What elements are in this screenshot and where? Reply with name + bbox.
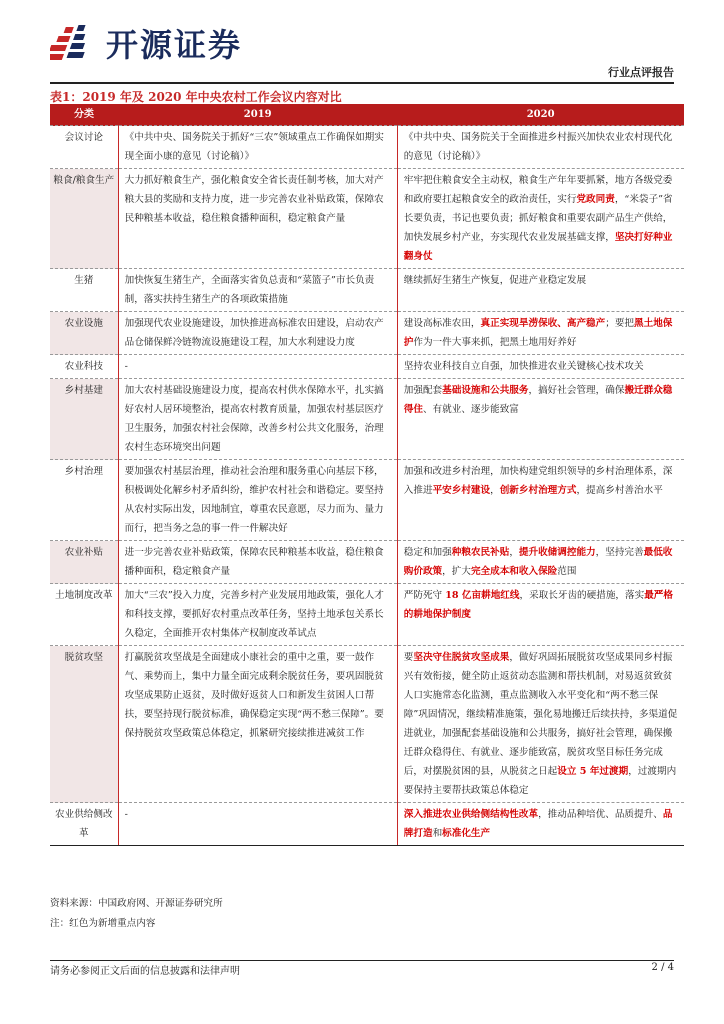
highlight-text: 最严格的耕地保护制度 <box>403 590 673 620</box>
page-header <box>0 0 724 80</box>
cell-text: 继续抓好生猪生产恢复，促进产业稳定发展 <box>403 275 587 286</box>
column-header-category: 分类 <box>50 104 118 126</box>
header-divider <box>50 82 674 84</box>
table-notes <box>50 894 223 934</box>
brand-name: 开源证券 <box>106 26 243 64</box>
page-number: 2 / 4 <box>651 962 674 973</box>
highlight-text: 18 亿亩耕地红线 <box>445 590 520 601</box>
cell-2019 <box>118 584 397 646</box>
cell-text: 严防死守 <box>403 590 446 601</box>
cell-text: ，采取长牙齿的硬措施，落实 <box>519 590 645 601</box>
cell-text: ，推动品种培优、品质提升、 <box>538 809 663 820</box>
cell-text: 作为一件大事来抓，把黑土地用好养好 <box>413 337 577 348</box>
table-row <box>50 803 684 846</box>
cell-text: ， <box>490 485 500 496</box>
category-cell: 农业供给侧改革 <box>50 803 118 846</box>
cell-text: 稳定和加强 <box>403 547 452 558</box>
highlight-text: 平安乡村建设 <box>432 485 491 496</box>
cell-2020 <box>397 269 684 312</box>
highlight-text: 坚决守住脱贫攻坚成果 <box>413 652 510 663</box>
brand-logo <box>50 18 242 68</box>
highlight-text: 搬迁群众稳得住 <box>403 385 673 415</box>
category-cell: 生猪 <box>50 269 118 312</box>
brand-logo-icon <box>50 21 102 65</box>
cell-text: 加强和改进乡村治理，加快构建党组织领导的乡村治理体系，深入推进 <box>403 466 673 496</box>
cell-text: 《中共中央、国务院关于全面推进乡村振兴加快农业农村现代化的意见（讨论稿）》 <box>403 132 673 162</box>
cell-text: ，搞好社会管理，确保 <box>528 385 625 396</box>
cell-text: 加强配套 <box>403 385 443 396</box>
cell-2019 <box>118 379 397 460</box>
color-note: 注：红色为新增重点内容 <box>50 918 156 929</box>
report-type-label: 行业点评报告 <box>608 66 674 79</box>
highlight-text: 黑土地保护 <box>403 318 673 348</box>
cell-2020 <box>397 355 684 379</box>
source-note: 资料来源：中国政府网、开源证券研究所 <box>50 898 223 909</box>
cell-text: ，扩大 <box>442 566 471 577</box>
cell-text: ，做好巩固拓展脱贫攻坚成果同乡村振兴有效衔接，健全防止返贫动态监测和帮扶机制，对易返贫致贫人口实施常态化监测，重点监测收入水平变化和“两不愁三保障”巩固情况，继续精准施策，强化易地搬迁后续扶持，多渠道促进就业，加强配套基础设施和公共服务，搞好社会管理，确保搬迁群众稳得住、有就业、逐步能致富，脱贫攻坚目标任务完成后，对摆脱贫困的县，从脱贫之日起 <box>403 652 678 777</box>
cell-text: 加大农村基础设施建设力度，提高农村供水保障水平，扎实搞好农村人居环境整治，提高农村教育质量，加强农村基层医疗卫生服务，加强农村社会保障，改善乡村公共文化服务，治理农村生态环境突出问题 <box>124 385 384 453</box>
column-header-2020: 2020 <box>397 104 684 126</box>
disclaimer-text: 请务必参阅正文后面的信息披露和法律声明 <box>50 966 240 977</box>
highlight-text: 提升收储调控能力 <box>518 547 596 558</box>
cell-2019 <box>118 541 397 584</box>
table-body <box>50 126 684 846</box>
table-row <box>50 269 684 312</box>
cell-text: ，过渡期内要保持主要帮扶政策总体稳定 <box>403 766 677 796</box>
table-row <box>50 169 684 269</box>
cell-text: 加快恢复生猪生产，全面落实省负总责和“菜篮子”市长负责制，落实扶持生猪生产的各项政策措施 <box>124 275 375 305</box>
cell-text: 大力抓好粮食生产，强化粮食安全省长责任制考核，加大对产粮大县的奖励和支持力度，进一步完善农业补贴政策，保障农民种粮基本收益，稳住粮食播种面积，稳定粮食产量 <box>124 175 384 224</box>
table-row <box>50 646 684 803</box>
category-cell: 农业设施 <box>50 312 118 355</box>
cell-2019 <box>118 355 397 379</box>
table-row <box>50 541 684 584</box>
category-cell: 农业科技 <box>50 355 118 379</box>
cell-text: 《中共中央、国务院关于抓好“三农”领域重点工作确保如期实现全面小康的意见（讨论稿）》 <box>124 132 384 162</box>
cell-text: ；要把 <box>605 318 635 329</box>
table-title: 表1：2019 年及 2020 年中央农村工作会议内容对比 <box>50 90 342 104</box>
cell-2019 <box>118 460 397 541</box>
cell-text: 加强现代农业设施建设，加快推进高标准农田建设，启动农产品仓储保鲜冷链物流设施建设工程，加大水利建设力度 <box>124 318 384 348</box>
table-header-row <box>50 104 684 126</box>
cell-text: ，提高乡村善治水平 <box>576 485 663 496</box>
table-row <box>50 312 684 355</box>
highlight-text: 设立 5 年过渡期 <box>557 766 629 777</box>
cell-2020 <box>397 312 684 355</box>
cell-text: ，坚持完善 <box>595 547 644 558</box>
cell-2020 <box>397 803 684 846</box>
cell-2020 <box>397 169 684 269</box>
highlight-text: 种粮农民补贴 <box>451 547 510 558</box>
highlight-text: 深入推进农业供给侧结构性改革 <box>403 809 539 820</box>
table-row <box>50 379 684 460</box>
cell-2019 <box>118 126 397 169</box>
table-row <box>50 355 684 379</box>
cell-2020 <box>397 541 684 584</box>
cell-text: 牢牢把住粮食安全主动权，粮食生产年年要抓紧，地方各级党委和政府要扛起粮食安全的政治责任，实行 <box>403 175 673 205</box>
comparison-table <box>50 104 684 846</box>
cell-text: 打赢脱贫攻坚战是全面建成小康社会的重中之重，要一鼓作气、乘势而上，集中力量全面完成剩余脱贫任务，要巩固脱贫攻坚成果防止返贫，及时做好返贫人口和新发生贫困人口帮扶，要坚持现行脱贫标准，确保稳定实现“两不愁三保障”。要保持脱贫攻坚政策总体稳定，抓紧研究接续推进减贫工作 <box>124 652 384 739</box>
highlight-text: 标准化生产 <box>442 828 491 839</box>
cell-2019 <box>118 803 397 846</box>
cell-2020 <box>397 584 684 646</box>
cell-2019 <box>118 312 397 355</box>
cell-text: 要 <box>403 652 414 663</box>
table-row <box>50 126 684 169</box>
cell-2019 <box>118 169 397 269</box>
cell-text: ， <box>509 547 519 558</box>
category-cell: 粮食/粮食生产 <box>50 169 118 269</box>
cell-text: - <box>124 361 128 372</box>
table-row <box>50 584 684 646</box>
footer-divider <box>50 960 674 961</box>
cell-text: 、有就业、逐步能致富 <box>422 404 519 415</box>
category-cell: 会议讨论 <box>50 126 118 169</box>
column-header-2019: 2019 <box>118 104 397 126</box>
highlight-text: 完全成本和收入保险 <box>470 566 558 577</box>
cell-2020 <box>397 379 684 460</box>
category-cell: 乡村基建 <box>50 379 118 460</box>
highlight-text: 基础设施和公共服务 <box>442 385 529 396</box>
category-cell: 脱贫攻坚 <box>50 646 118 803</box>
cell-2020 <box>397 646 684 803</box>
cell-text: ，“米袋子”省长要负责，书记也要负责；抓好粮食和重要农副产品生产供给，加快发展乡村产业，夯实现代农业发展基础支撑， <box>403 194 673 243</box>
cell-text: 建设高标准农田， <box>403 318 481 329</box>
highlight-text: 创新乡村治理方式 <box>499 485 577 496</box>
cell-2020 <box>397 460 684 541</box>
highlight-text: 党政同责 <box>576 194 615 205</box>
cell-2020 <box>397 126 684 169</box>
cell-text: 要加强农村基层治理，推动社会治理和服务重心向基层下移，积极调处化解乡村矛盾纠纷，维护农村社会和谐稳定。要坚持从农村实际出发，因地制宜，尊重农民意愿，尽力而为、量力而行，把当务之急的事一件一件解决好 <box>124 466 384 534</box>
table-row <box>50 460 684 541</box>
cell-text: - <box>124 809 128 820</box>
cell-2019 <box>118 646 397 803</box>
category-cell: 土地制度改革 <box>50 584 118 646</box>
cell-text: 坚持农业科技自立自强，加快推进农业关键核心技术攻关 <box>403 361 644 372</box>
cell-2019 <box>118 269 397 312</box>
category-cell: 乡村治理 <box>50 460 118 541</box>
cell-text: 范围 <box>557 566 577 577</box>
highlight-text: 品牌打造 <box>403 809 673 839</box>
category-cell: 农业补贴 <box>50 541 118 584</box>
highlight-text: 真正实现旱涝保收、高产稳产 <box>480 318 606 329</box>
cell-text: 进一步完善农业补贴政策，保障农民种粮基本收益，稳住粮食播种面积，稳定粮食产量 <box>124 547 384 577</box>
highlight-text: 坚决打好种业翻身仗 <box>403 232 673 262</box>
cell-text: 和 <box>432 828 443 839</box>
cell-text: 加大“三农”投入力度，完善乡村产业发展用地政策，强化人才和科技支撑，要抓好农村重点改革任务，坚持土地承包关系长久稳定，全面推开农村集体产权制度改革试点 <box>124 590 384 639</box>
highlight-text: 最低收购价政策 <box>403 547 673 577</box>
